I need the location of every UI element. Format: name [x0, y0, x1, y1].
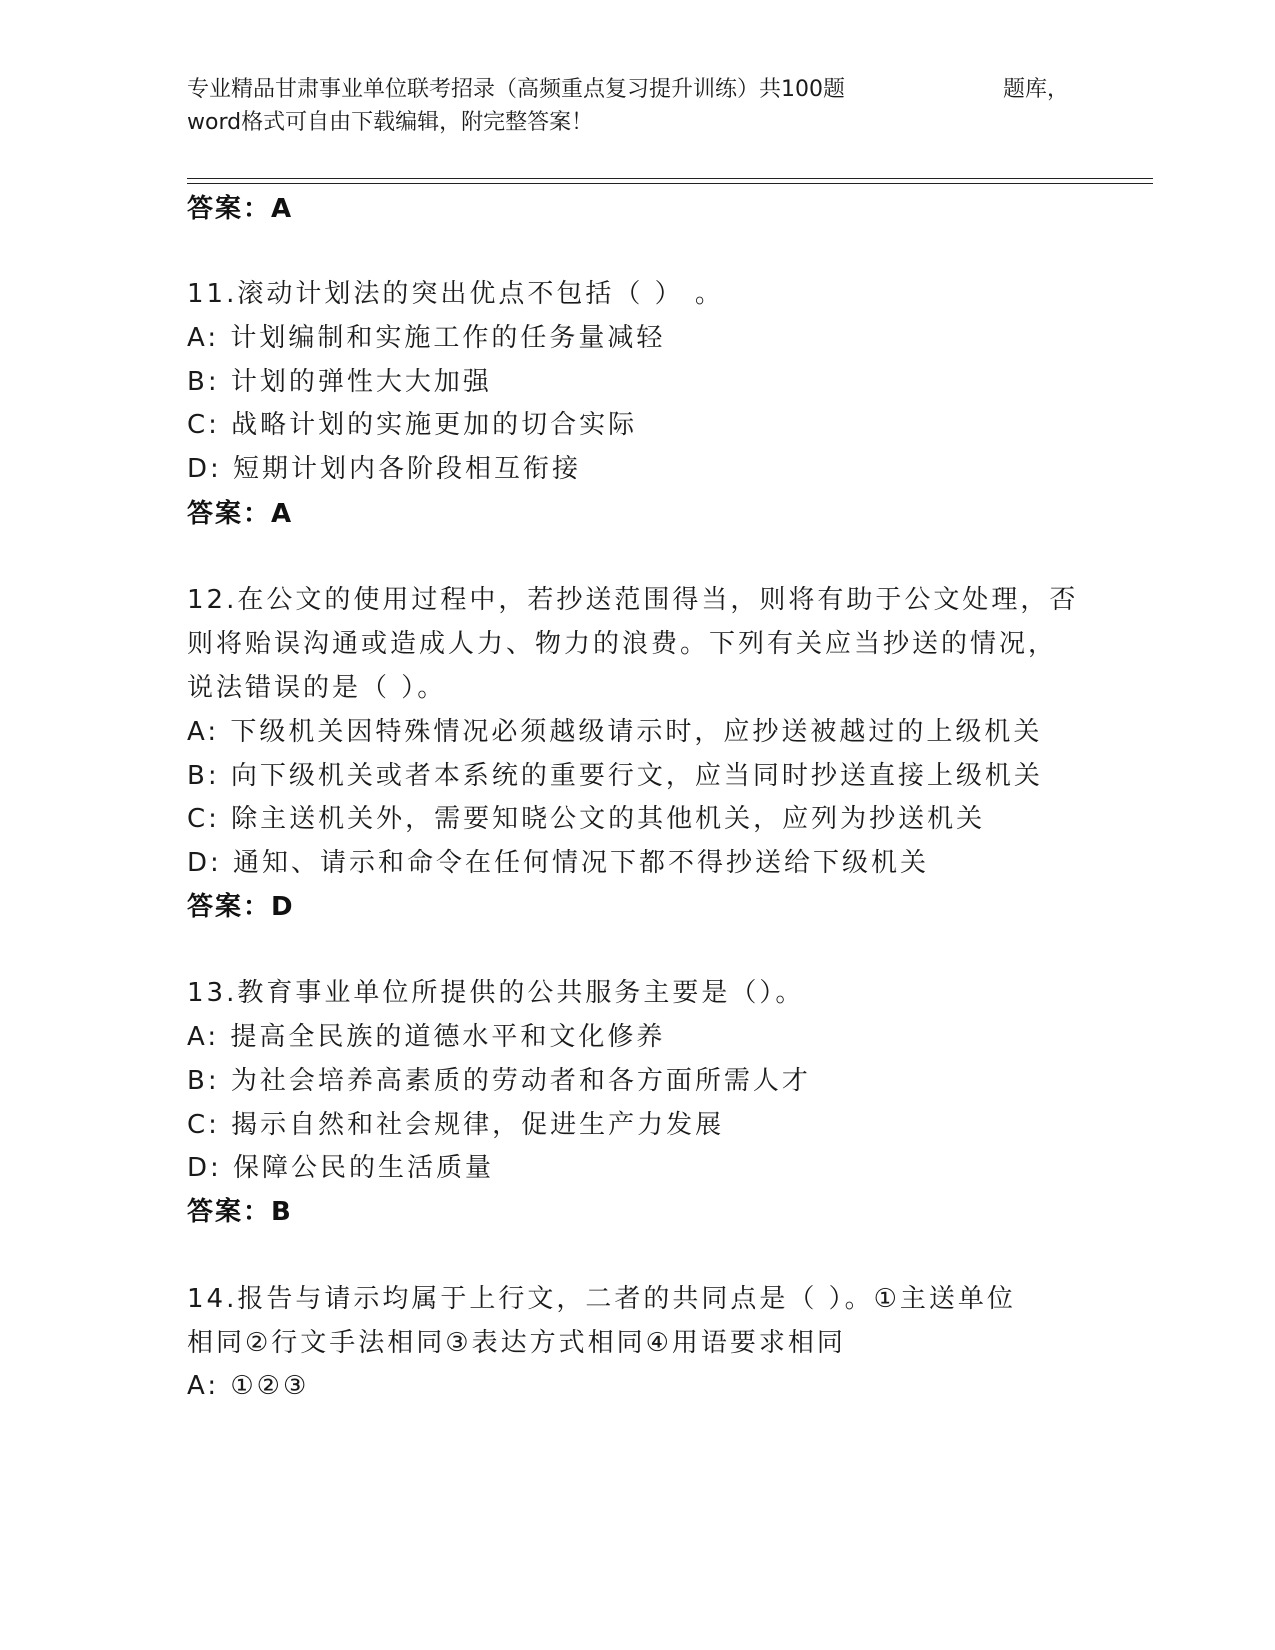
question-11-option-c: C: 战略计划的实施更加的切合实际: [187, 410, 638, 440]
page-header-line-2: word格式可自由下载编辑，附完整答案！: [187, 110, 594, 135]
question-11-option-a: A: 计划编制和实施工作的任务量减轻: [187, 323, 666, 353]
question-13-option-a: A: 提高全民族的道德水平和文化修养: [187, 1022, 666, 1052]
header-divider-bottom: [187, 183, 1153, 184]
question-13-answer: 答案：B: [187, 1197, 293, 1227]
question-14-stem-line-2: 相同②行文手法相同③表达方式相同④用语要求相同: [187, 1328, 846, 1358]
question-13-stem: 13.教育事业单位所提供的公共服务主要是（）。: [187, 978, 805, 1008]
question-12-option-c: C: 除主送机关外，需要知晓公文的其他机关，应列为抄送机关: [187, 804, 986, 834]
question-11-option-d: D: 短期计划内各阶段相互衔接: [187, 454, 582, 484]
answer-previous: 答案：A: [187, 194, 294, 224]
page-header-line-1-tail: 题库，: [1003, 77, 1070, 102]
question-13-option-b: B: 为社会培养高素质的劳动者和各方面所需人才: [187, 1066, 811, 1096]
question-11-stem: 11.滚动计划法的突出优点不包括（ ） 。: [187, 279, 724, 309]
question-12-option-d: D: 通知、请示和命令在任何情况下都不得抄送给下级机关: [187, 848, 930, 878]
question-12-stem-line-3: 说法错误的是（ ）。: [187, 673, 447, 703]
question-12-stem-line-1: 12.在公文的使用过程中，若抄送范围得当，则将有助于公文处理，否: [187, 585, 1079, 615]
question-12-option-b: B: 向下级机关或者本系统的重要行文，应当同时抄送直接上级机关: [187, 761, 1043, 791]
question-11-answer: 答案：A: [187, 499, 294, 529]
question-12-stem-line-2: 则将贻误沟通或造成人力、物力的浪费。下列有关应当抄送的情况，: [187, 629, 1058, 659]
page-header-line-1: 专业精品甘肃事业单位联考招录（高频重点复习提升训练）共100题: [187, 77, 845, 102]
question-13-option-c: C: 揭示自然和社会规律，促进生产力发展: [187, 1110, 725, 1140]
question-14-stem-line-1: 14.报告与请示均属于上行文，二者的共同点是（ ）。①主送单位: [187, 1284, 1016, 1314]
question-12-answer: 答案：D: [187, 892, 295, 922]
question-14-option-a: A: ①②③: [187, 1371, 310, 1401]
question-11-option-b: B: 计划的弹性大大加强: [187, 367, 492, 397]
question-13-option-d: D: 保障公民的生活质量: [187, 1153, 495, 1183]
question-12-option-a: A: 下级机关因特殊情况必须越级请示时，应抄送被越过的上级机关: [187, 717, 1043, 747]
header-divider-top: [187, 178, 1153, 179]
